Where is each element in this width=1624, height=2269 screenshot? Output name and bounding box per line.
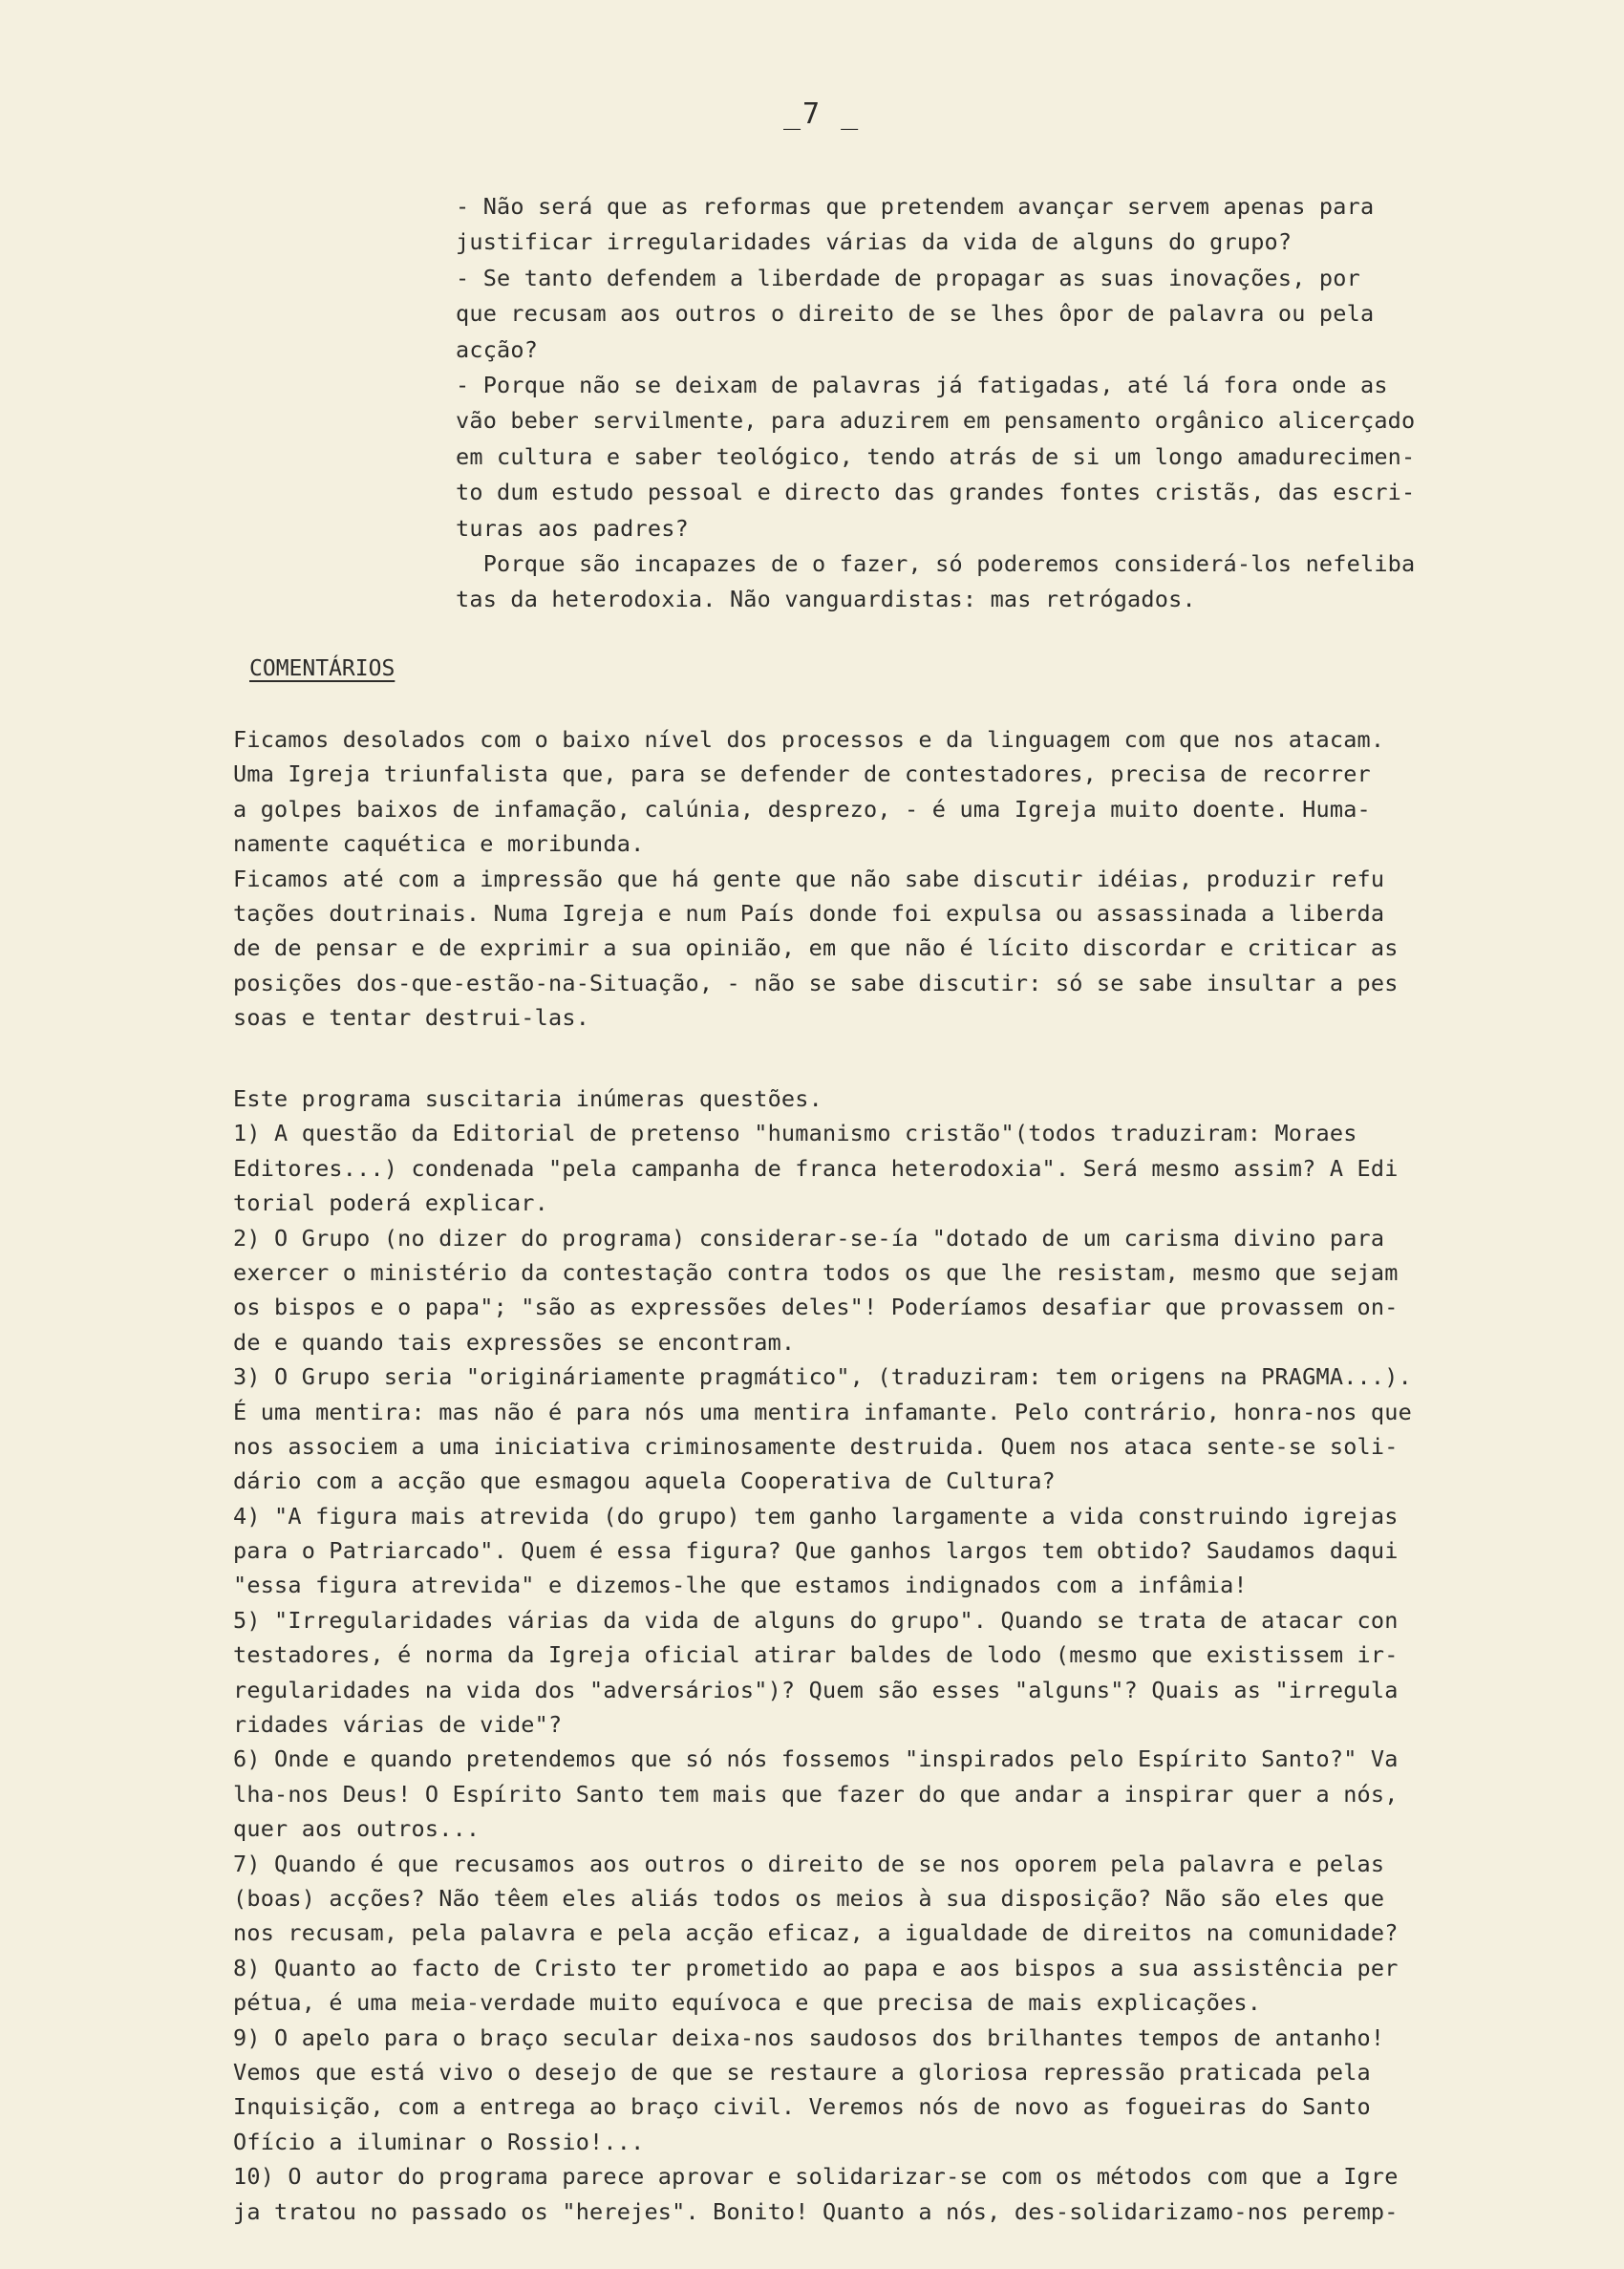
text-line: Inquisição, com a entrega ao braço civil. Veremos nós de novo as fogueiras do Santo — [233, 2093, 1371, 2121]
text-line: 3) O Grupo seria "origináriamente pragmático", (traduziram: tem origens na PRAGMA...). — [233, 1363, 1412, 1391]
text-line: torial poderá explicar. — [233, 1189, 549, 1217]
comments-heading: COMENTÁRIOS — [249, 656, 395, 681]
text-line: regularidades na vida dos "adversários")? Quem são esses "alguns"? Quais as "irregula — [233, 1676, 1399, 1703]
text-line: 4) "A figura mais atrevida (do grupo) tem ganho largamente a vida construindo igrejas — [233, 1502, 1399, 1530]
text-line: posições dos-que-estão-na-Situação, - não se sabe discutir: só se sabe insultar a pes — [233, 969, 1399, 996]
text-line: Ofício a iluminar o Rossio!... — [233, 2128, 645, 2155]
text-line: 2) O Grupo (no dizer do programa) considerar-se-ía "dotado de um carisma divino para — [233, 1224, 1385, 1252]
text-line: vão beber servilmente, para aduzirem em pensamento orgânico alicerçado — [456, 407, 1416, 435]
numbered-questions — [233, 1081, 1523, 2229]
text-line: nos associem a uma iniciativa criminosamente destruida. Quem nos ataca sente-se soli- — [233, 1432, 1399, 1460]
text-line: tas da heterodoxia. Não vanguardistas: mas retrógados. — [456, 586, 1196, 613]
text-line: para o Patriarcado". Quem é essa figura? Que ganhos largos tem obtido? Saudamos daqui — [233, 1537, 1399, 1565]
text-line: turas aos padres? — [456, 514, 689, 542]
text-line: lha-nos Deus! O Espírito Santo tem mais que fazer do que andar a inspirar quer a nós, — [233, 1780, 1399, 1808]
text-line: acção? — [456, 335, 539, 363]
text-line: pétua, é uma meia-verdade muito equívoca e que precisa de mais explicações. — [233, 1989, 1262, 2017]
text-line: Ficamos desolados com o baixo nível dos processos e da linguagem com que nos atacam. — [233, 726, 1385, 753]
text-line: - Não será que as reformas que pretendem avançar servem apenas para — [456, 193, 1375, 220]
text-line: Este programa suscitaria inúmeras questões. — [233, 1085, 823, 1112]
comments-paragraph — [233, 722, 1523, 1036]
text-line: 8) Quanto ao facto de Cristo ter prometido ao papa e aos bispos a sua assistência per — [233, 1954, 1399, 1981]
text-line: testadores, é norma da Igreja oficial atirar baldes de lodo (mesmo que existissem ir- — [233, 1641, 1399, 1669]
quoted-questions-block — [456, 189, 1516, 618]
page-number: _7 _ — [783, 97, 861, 131]
text-line: 7) Quando é que recusamos aos outros o direito de se nos oporem pela palavra e pelas — [233, 1850, 1385, 1877]
text-line: que recusam aos outros o direito de se lhes ôpor de palavra ou pela — [456, 300, 1375, 328]
text-line: os bispos e o papa"; "são as expressões deles"! Poderíamos desafiar que provassem on- — [233, 1294, 1399, 1321]
text-line: namente caquética e moribunda. — [233, 830, 645, 858]
text-line: justificar irregularidades várias da vida de alguns do grupo? — [456, 228, 1293, 256]
text-line: de de pensar e de exprimir a sua opinião, em que não é lícito discordar e criticar as — [233, 934, 1399, 962]
text-line: 9) O apelo para o braço secular deixa-nos saudosos dos brilhantes tempos de antanho! — [233, 2023, 1385, 2051]
text-line: - Porque não se deixam de palavras já fatigadas, até lá fora onde as — [456, 371, 1388, 398]
text-line: nos recusam, pela palavra e pela acção eficaz, a igualdade de direitos na comunidade? — [233, 1919, 1399, 1947]
text-line: de e quando tais expressões se encontram. — [233, 1328, 796, 1356]
text-line: ridades várias de vide"? — [233, 1711, 563, 1739]
text-line: Porque são incapazes de o fazer, só poderemos considerá-los nefeliba — [456, 549, 1416, 577]
text-line: dário com a acção que esmagou aquela Cooperativa de Cultura? — [233, 1467, 1056, 1495]
text-line: 5) "Irregularidades várias da vida de alguns do grupo". Quando se trata de atacar con — [233, 1606, 1399, 1634]
text-line: a golpes baixos de infamação, calúnia, desprezo, - é uma Igreja muito doente. Huma- — [233, 795, 1371, 823]
text-line: to dum estudo pessoal e directo das grandes fontes cristãs, das escri- — [456, 479, 1416, 506]
text-line: em cultura e saber teológico, tendo atrás de si um longo amadurecimen- — [456, 442, 1416, 470]
text-line: quer aos outros... — [233, 1815, 481, 1843]
text-line: Editores...) condenada "pela campanha de franca heterodoxia". Será mesmo assim? A Edi — [233, 1154, 1399, 1182]
text-line: 6) Onde e quando pretendemos que só nós fossemos "inspirados pelo Espírito Santo?" Va — [233, 1745, 1399, 1773]
text-line: Ficamos até com a impressão que há gente que não sabe discutir idéias, produzir refu — [233, 865, 1385, 892]
text-line: tações doutrinais. Numa Igreja e num País donde foi expulsa ou assassinada a liberda — [233, 899, 1385, 927]
text-line: 1) A questão da Editorial de pretenso "humanismo cristão"(todos traduziram: Moraes — [233, 1120, 1357, 1147]
text-line: "essa figura atrevida" e dizemos-lhe que estamos indignados com a infâmia! — [233, 1572, 1248, 1599]
text-line: exercer o ministério da contestação contra todos os que lhe resistam, mesmo que sejam — [233, 1258, 1399, 1286]
text-line: Uma Igreja triunfalista que, para se defender de contestadores, precisa de recorrer — [233, 760, 1371, 788]
text-line: 10) O autor do programa parece aprovar e solidarizar-se com os métodos com que a Igre — [233, 2163, 1399, 2191]
text-line: - Se tanto defendem a liberdade de propagar as suas inovações, por — [456, 264, 1360, 291]
text-line: É uma mentira: mas não é para nós uma mentira infamante. Pelo contrário, honra-nos que — [233, 1398, 1412, 1425]
text-line: (boas) acções? Não têem eles aliás todos os meios à sua disposição? Não são eles que — [233, 1884, 1385, 1912]
text-line: soas e tentar destrui-las. — [233, 1004, 590, 1032]
text-line: ja tratou no passado os "herejes". Bonito! Quanto a nós, des-solidarizamo-nos peremp- — [233, 2197, 1399, 2225]
text-line: Vemos que está vivo o desejo de que se restaure a gloriosa repressão praticada pela — [233, 2058, 1371, 2086]
